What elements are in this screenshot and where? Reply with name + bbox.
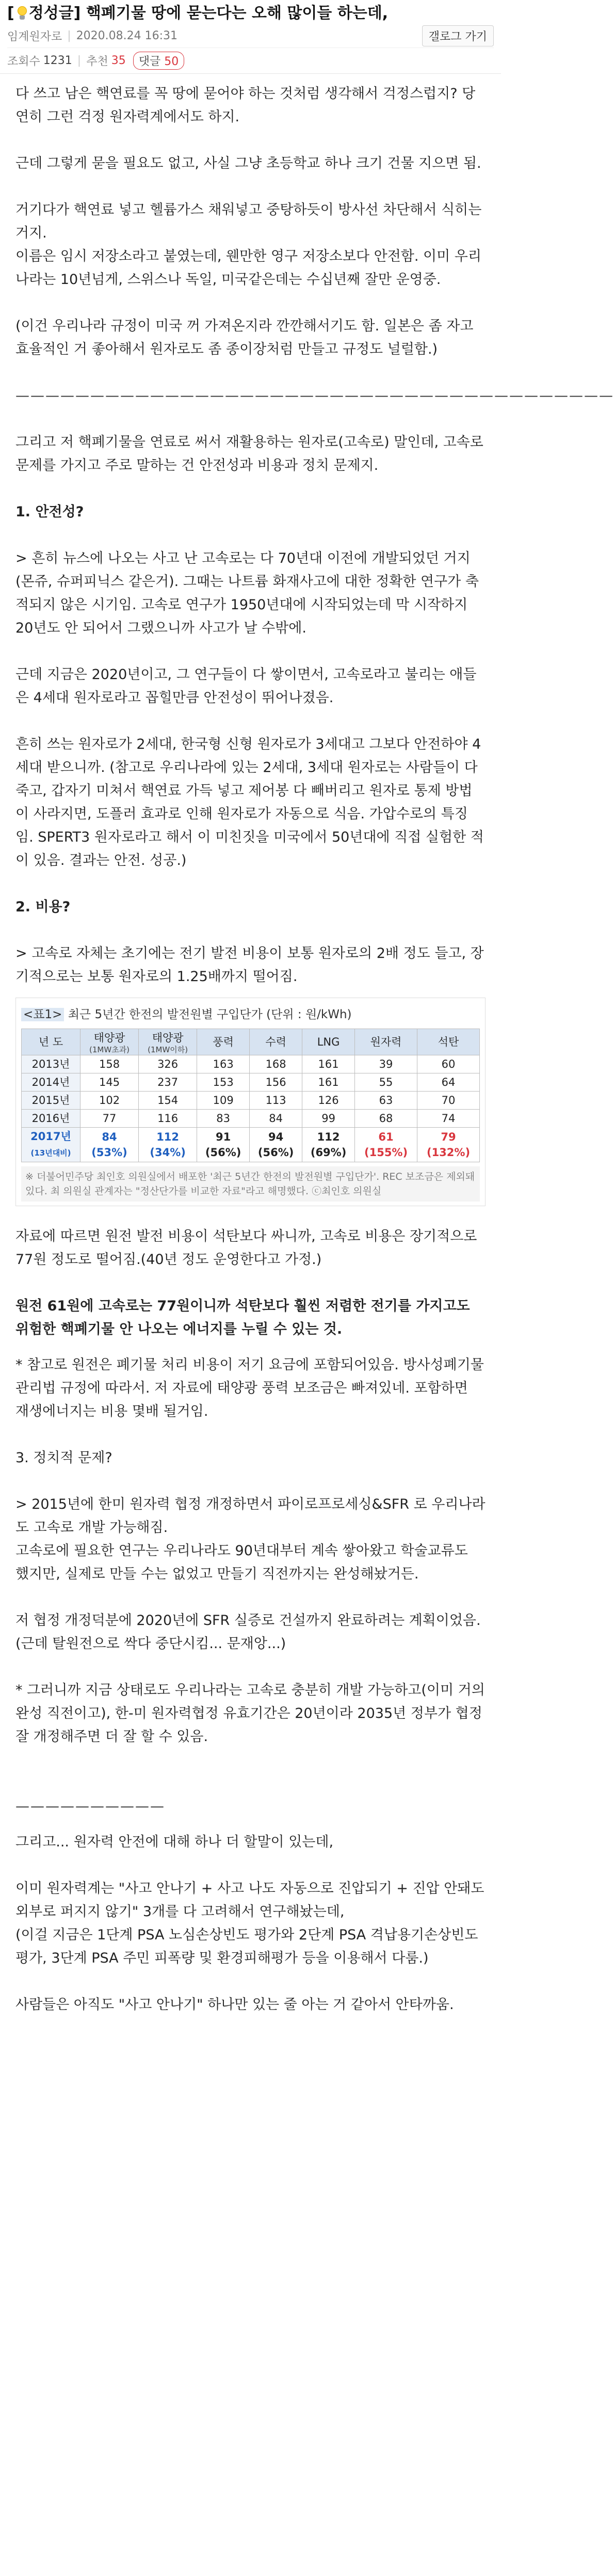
generation-cost-table	[21, 1029, 480, 1162]
post-date: 2020.08.24 16:31	[76, 29, 178, 42]
table-cell: 109	[197, 1092, 250, 1110]
table-cell	[139, 1128, 197, 1162]
table-header-row	[22, 1029, 480, 1055]
paragraph: 사람들은 아직도 "사고 안나기" 하나만 있는 줄 아는 거 같아서 안타까움.	[15, 1997, 454, 2013]
header-cell: 석탄	[417, 1029, 480, 1055]
paragraph: 이미 원자력계는 "사고 안나기 + 사고 나도 자동으로 진압되기 + 진압 안돼도 외부로 퍼지지 않기" 3개를 다 고려해서 연구해놨는데,	[15, 1880, 484, 1920]
hl-pct: (132%)	[426, 1146, 471, 1159]
header-cell: LNG	[302, 1029, 355, 1055]
gallog-button[interactable]: 갤로그 가기	[422, 25, 494, 46]
views-label: 조회수	[7, 55, 40, 68]
paragraph-bold: 원전 61원에 고속로는 77원이니까 석탄보다 훨씬 저렴한 전기를 가지고도 위험한 핵폐기물 안 나오는 에너지를 누릴 수 있는 것.	[15, 1298, 470, 1337]
meta-separator: |	[67, 29, 71, 42]
table-cell: 116	[139, 1110, 197, 1128]
table-cell: 63	[355, 1092, 417, 1110]
paragraph: 근데 그렇게 묻을 필요도 없고, 사실 그냥 초등학교 하나 크기 건물 지으면 됨.	[15, 155, 481, 171]
comments-label: 댓글	[138, 55, 161, 68]
stats-separator: |	[77, 54, 82, 67]
table-cell: 77	[80, 1110, 139, 1128]
table-cell: 84	[250, 1110, 302, 1128]
paragraph: 흔히 쓰는 원자로가 2세대, 한국형 신형 원자로가 3세대고 그보다 안전하야 4세대 받으니까. (참고로 우리나라에 있는 2세대, 3세대 원자로는 사람들이 다 죽고, 갑자기 미쳐서 핵연료 가득 넣고 제어봉 다 빼버리고 원자로 통제 방법이 사라지면, 도플러 효과로 인해 원자로가 자동으로 식음. 가압수로의 특징임. SPERT3 원자로라고 해서 이 미친짓을 미국에서 50년대에 직접 실험한 적이 있음. 결과는 안전. 성공.)	[15, 736, 484, 868]
post-stats	[7, 48, 494, 73]
table-cell	[80, 1128, 139, 1162]
table-cell: 113	[250, 1092, 302, 1110]
table-cell: 153	[197, 1073, 250, 1092]
recommend-count: 35	[111, 54, 126, 67]
table-cell	[22, 1128, 80, 1162]
table-cell	[250, 1128, 302, 1162]
paragraph: * 참고로 원전은 폐기물 처리 비용이 저기 요금에 포함되어있음. 방사성폐기물 관리법 규정에 따라서. 저 자료에 태양광 풍력 보조금은 빠져있네. 포함하면 재생에너지는 비용 몇배 될거임.	[15, 1357, 484, 1419]
table-cell	[197, 1128, 250, 1162]
table-cell: 55	[355, 1073, 417, 1092]
table-cell: 68	[355, 1110, 417, 1128]
table-cell: 237	[139, 1073, 197, 1092]
paragraph: > 흔히 뉴스에 나오는 사고 난 고속로는 다 70년대 이전에 개발되었던 거지(몬쥬, 슈퍼피닉스 같은거). 그때는 나트륨 화재사고에 대한 정확한 연구가 축적되지 않은 시기임. 고속로 연구가 1950년대에 시작되었는데 막 시작하지 20년도 안 되어서 그랬으니까 사고가 날 수밖에.	[15, 550, 479, 636]
hl-pct: (155%)	[364, 1146, 408, 1159]
table-title-label: <표1>	[21, 1008, 64, 1021]
hl-value: 79	[441, 1131, 456, 1143]
section-heading: 1. 안전성?	[15, 504, 84, 520]
table-cell: 64	[417, 1073, 480, 1092]
header-cell: 수력	[250, 1029, 302, 1055]
recommend-label: 추천	[86, 55, 108, 68]
hl-pct: (56%)	[205, 1146, 241, 1159]
table-cell: 161	[302, 1073, 355, 1092]
author-name[interactable]: 임계원자로	[7, 30, 62, 43]
hl-pct: (34%)	[150, 1146, 186, 1159]
table-cell: 102	[80, 1092, 139, 1110]
header-cell	[80, 1029, 139, 1055]
table-title	[21, 1003, 480, 1026]
paragraph: (이걸 지금은 1단계 PSA 노심손상빈도 평가와 2단계 PSA 격납용기손상빈도 평가, 3단계 PSA 주민 피폭량 및 환경피해평가 등을 이용해서 다룸.)	[15, 1927, 478, 1966]
table-cell: 70	[417, 1092, 480, 1110]
hl-year-sub: (13년대비)	[30, 1148, 71, 1158]
comment-count-button[interactable]	[133, 52, 185, 70]
table-cell: 126	[302, 1092, 355, 1110]
title-text: 정성글] 핵폐기물 땅에 묻는다는 오해 많이들 하는데,	[28, 4, 389, 22]
table-cell	[302, 1128, 355, 1162]
hl-value: 84	[102, 1131, 117, 1143]
paragraph: 거기다가 핵연료 넣고 헬륨가스 채워넣고 중탕하듯이 방사선 차단해서 식히는 거지.	[15, 202, 482, 241]
section-heading: 2. 비용?	[15, 899, 71, 915]
table-cell: 2014년	[22, 1073, 80, 1092]
table-cell	[355, 1128, 417, 1162]
header-label: 태양광	[93, 1032, 125, 1044]
table-row	[22, 1092, 480, 1110]
table-cell: 83	[197, 1110, 250, 1128]
table-cell: 156	[250, 1073, 302, 1092]
hl-value: 112	[156, 1131, 180, 1143]
table-cell: 145	[80, 1073, 139, 1092]
paragraph: 고속로에 필요한 연구는 우리나라도 90년대부터 계속 쌓아왔고 학술교류도 했지만, 실제로 만들 수는 없었고 만들기 직전까지는 완성해놨거든.	[15, 1543, 468, 1582]
header-cell: 년 도	[22, 1029, 80, 1055]
table-cell: 2013년	[22, 1055, 80, 1073]
table-caption: ※ 더불어민주당 최인호 의원실에서 배포한 '최근 5년간 한전의 발전원별 구입단가'. REC 보조금은 제외돼 있다. 최 의원실 관계자는 "정산단가를 비교한 자료"라고 해명했다. ⓒ최인호 의원실	[21, 1166, 480, 1202]
table-cell	[417, 1128, 480, 1162]
hl-value: 61	[378, 1131, 394, 1143]
header-sub: (1MW이하)	[148, 1045, 188, 1054]
paragraph: 그리고 저 핵폐기물을 연료로 써서 재활용하는 원자로(고속로) 말인데, 고속로 문제를 가지고 주로 말하는 건 안전성과 비용과 정치 문제지.	[15, 434, 483, 473]
table-cell: 161	[302, 1055, 355, 1073]
table-row	[22, 1110, 480, 1128]
paragraph: 그리고... 원자력 안전에 대해 하나 더 할말이 있는데,	[15, 1834, 334, 1850]
cost-table-image	[15, 998, 486, 1206]
hl-pct: (56%)	[257, 1146, 294, 1159]
table-cell: 74	[417, 1110, 480, 1128]
table-cell: 326	[139, 1055, 197, 1073]
paragraph: 근데 지금은 2020년이고, 그 연구들이 다 쌓이면서, 고속로라고 불리는 애들은 4세대 원자로라고 꼽힐만큼 안전성이 뛰어나졌음.	[15, 667, 477, 706]
post-header	[0, 0, 501, 74]
section-heading: 3. 정치적 문제?	[15, 1450, 112, 1466]
table-cell: 2015년	[22, 1092, 80, 1110]
table-cell: 99	[302, 1110, 355, 1128]
hl-pct: (69%)	[310, 1146, 347, 1159]
table-cell: 158	[80, 1055, 139, 1073]
hl-pct: (53%)	[91, 1146, 127, 1159]
post-title	[7, 3, 494, 24]
lightbulb-icon	[17, 6, 28, 21]
hl-value: 91	[216, 1131, 231, 1143]
views-count: 1231	[43, 54, 72, 67]
hl-value: 112	[317, 1131, 340, 1143]
header-cell	[139, 1029, 197, 1055]
table-cell: 2016년	[22, 1110, 80, 1128]
table-cell: 60	[417, 1055, 480, 1073]
paragraph: 다 쓰고 남은 핵연료를 꼭 땅에 묻어야 하는 것처럼 생각해서 걱정스럽지? 당연히 그런 걱정 원자력계에서도 하지.	[15, 86, 476, 125]
header-cell: 원자력	[355, 1029, 417, 1055]
comments-count: 50	[164, 55, 179, 68]
paragraph: (이건 우리나라 규정이 미국 꺼 가져온지라 깐깐해서기도 함. 일본은 좀 자고 효율적인 거 좋아해서 원자로도 좀 종이장처럼 만들고 규정도 널럴함.)	[15, 318, 474, 357]
table-cell: 39	[355, 1055, 417, 1073]
paragraph: 자료에 따르면 원전 발전 비용이 석탄보다 싸니까, 고속로 비용은 장기적으로 77원 정도로 떨어짐.(40년 정도 운영한다고 가정.)	[15, 1228, 477, 1268]
paragraph: 이름은 임시 저장소라고 붙였는데, 웬만한 영구 저장소보다 안전함. 이미 우리나라는 10년넘게, 스위스나 독일, 미국같은데는 수십년째 잘만 운영중.	[15, 248, 481, 288]
paragraph: 저 협정 개정덕분에 2020년에 SFR 실증로 건설까지 완료하려는 계획이었음. (근데 탈원전으로 싹다 중단시킴... 문재앙...)	[15, 1613, 481, 1652]
divider-line: ——————————	[15, 1798, 165, 1814]
header-label: 태양광	[152, 1032, 184, 1044]
title-bracket: [	[7, 4, 14, 22]
hl-value: 94	[268, 1131, 284, 1143]
table-cell: 154	[139, 1092, 197, 1110]
table-row-highlight	[22, 1128, 480, 1162]
table-cell: 168	[250, 1055, 302, 1073]
header-cell: 풍력	[197, 1029, 250, 1055]
post-meta	[7, 24, 494, 48]
post-body	[0, 74, 614, 2016]
paragraph: > 고속로 자체는 초기에는 전기 발전 비용이 보통 원자로의 2배 정도 들고, 장기적으로는 보통 원자로의 1.25배까지 떨어짐.	[15, 945, 484, 985]
table-title-text: 최근 5년간 한전의 발전원별 구입단가 (단위 : 원/kWh)	[64, 1008, 352, 1021]
paragraph: * 그러니까 지금 상태로도 우리나라는 고속로 충분히 개발 가능하고(이미 거의 완성 직전이고), 한-미 원자력협정 유효기간은 20년이라 2035년 정부가 협정 잘 개정해주면 더 잘 할 수 있음.	[15, 1682, 485, 1745]
table-cell: 163	[197, 1055, 250, 1073]
paragraph: > 2015년에 한미 원자력 협정 개정하면서 파이로프로세싱&SFR 로 우리나라도 고속로 개발 가능해짐.	[15, 1496, 486, 1536]
table-row	[22, 1055, 480, 1073]
table-row	[22, 1073, 480, 1092]
hl-year: 2017년	[30, 1130, 71, 1143]
divider-line: ————————————————————————————————————————	[15, 388, 614, 404]
header-sub: (1MW초과)	[89, 1045, 130, 1054]
